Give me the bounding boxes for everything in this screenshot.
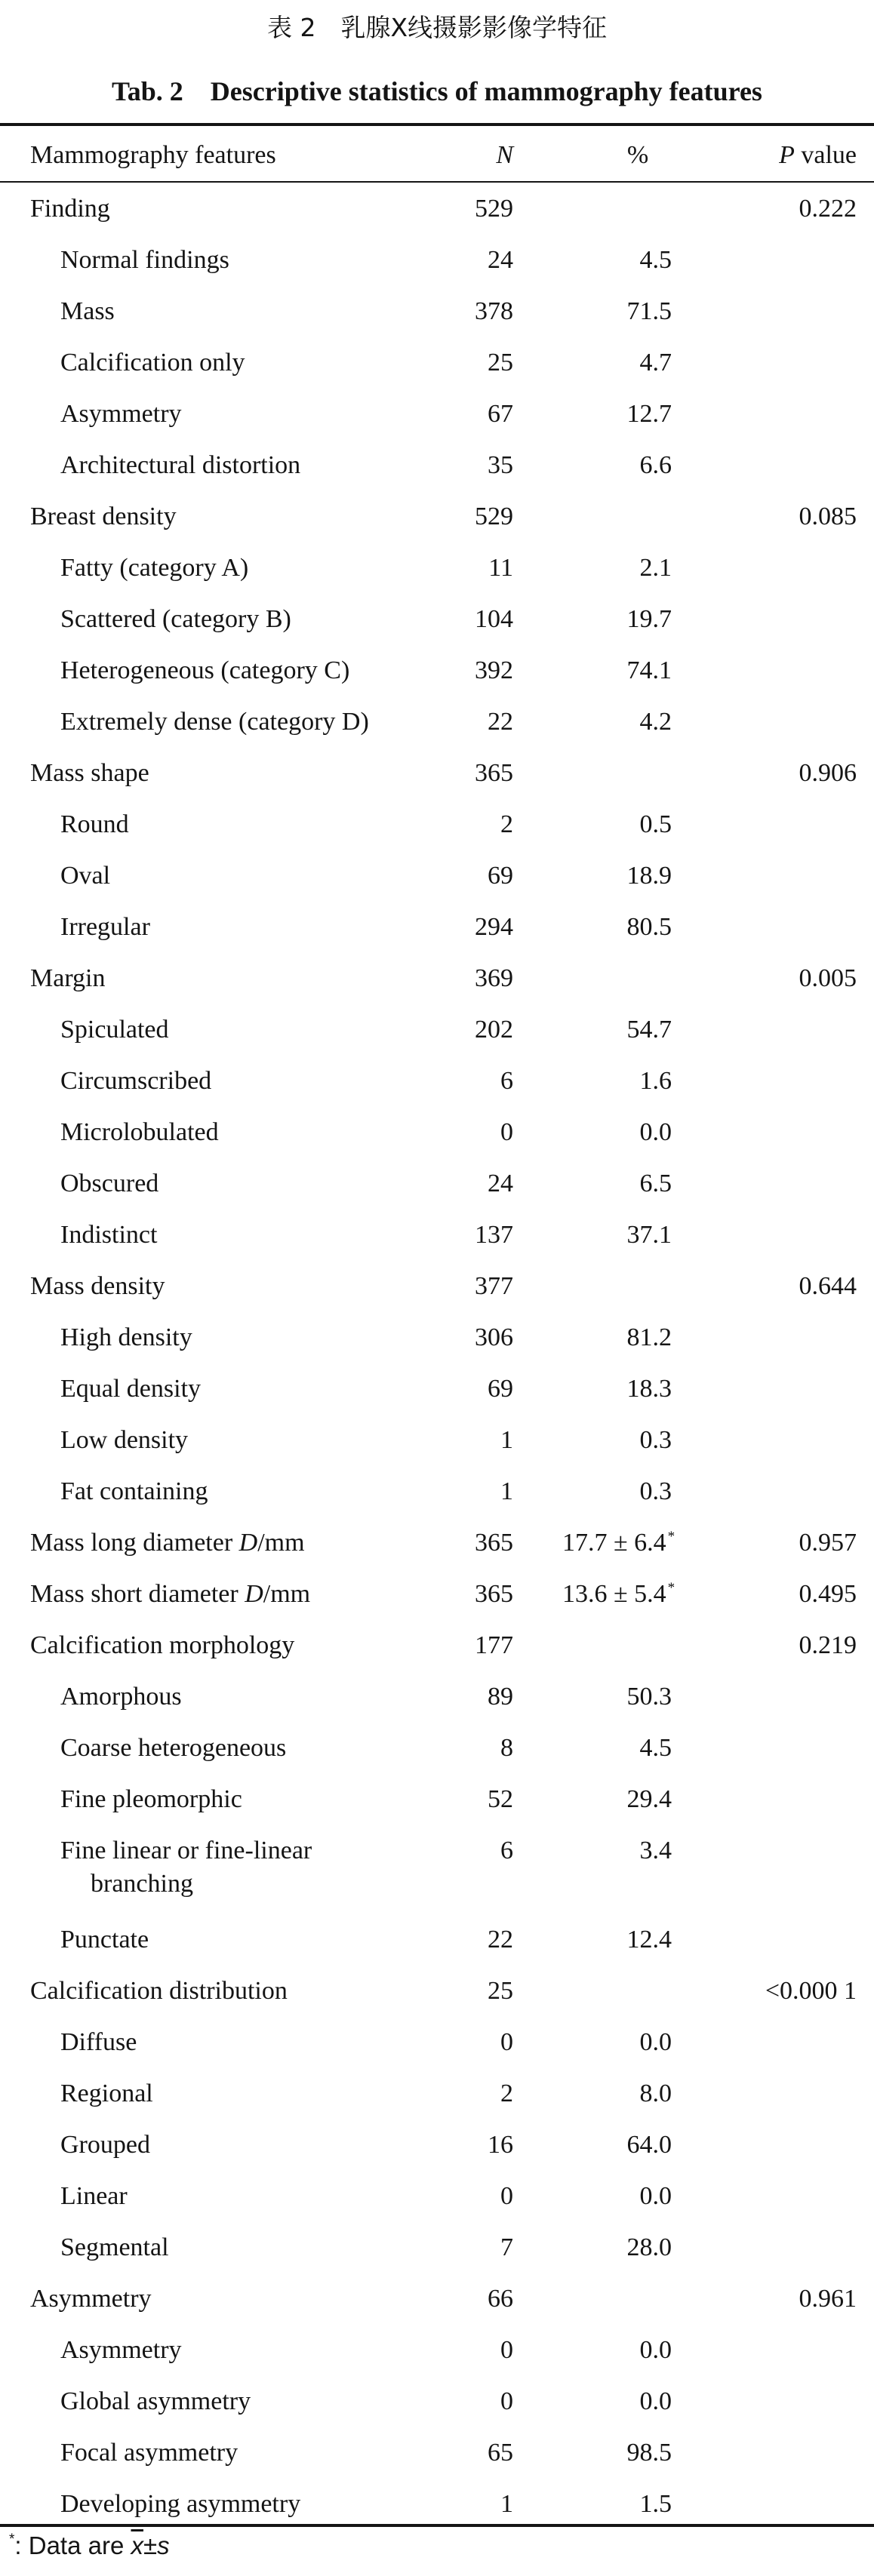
percent-value xyxy=(562,1569,676,1620)
table-row xyxy=(0,1671,874,1723)
n-value: 52 xyxy=(488,1785,513,1813)
table-row xyxy=(0,1312,874,1363)
n-value: 1 xyxy=(500,1426,513,1454)
percent-value xyxy=(562,1517,676,1569)
label-unit: /mm xyxy=(257,1529,305,1557)
p-value xyxy=(709,2120,857,2171)
percent-value: 0.3 xyxy=(639,1426,672,1454)
p-value xyxy=(709,1671,857,1723)
feature-label: Margin xyxy=(30,964,106,992)
feature-label: Focal asymmetry xyxy=(60,2439,239,2467)
p-value xyxy=(709,543,857,594)
table-row xyxy=(0,1620,874,1671)
percent-value: 19.7 xyxy=(626,605,672,633)
p-value xyxy=(709,2068,857,2120)
feature-label: Fat containing xyxy=(60,1477,208,1505)
feature-label xyxy=(60,1834,312,1901)
header-p-value xyxy=(725,130,857,181)
p-value xyxy=(709,645,857,696)
percent-value: 29.4 xyxy=(626,1785,672,1813)
feature-label xyxy=(30,1569,310,1620)
n-value: 35 xyxy=(488,451,513,479)
table-row xyxy=(0,2222,874,2273)
n-value: 11 xyxy=(488,554,513,582)
p-value xyxy=(709,1723,857,1774)
feature-label: Calcification morphology xyxy=(30,1631,295,1659)
feature-label: Calcification only xyxy=(60,349,245,377)
table-row xyxy=(0,1466,874,1517)
table-row xyxy=(0,2325,874,2376)
table-row xyxy=(0,2171,874,2222)
p-value xyxy=(709,1363,857,1415)
footnote-text: : Data are xyxy=(14,2531,131,2559)
top-rule xyxy=(0,123,874,126)
p-value xyxy=(709,2171,857,2222)
feature-label: Coarse heterogeneous xyxy=(60,1734,287,1762)
percent-value xyxy=(562,953,672,1004)
mean-symbol: $\overline{x}$ xyxy=(131,2531,143,2559)
table-title-english: Tab. 2 Descriptive statistics of mammography features xyxy=(112,76,762,106)
p-value: <0.000 1 xyxy=(765,1977,857,2005)
percent-value: 6.5 xyxy=(639,1170,672,1197)
table-row xyxy=(0,748,874,799)
n-value: 6 xyxy=(500,1067,513,1095)
feature-label: Spiculated xyxy=(60,1016,169,1044)
table-row xyxy=(0,235,874,286)
p-value xyxy=(709,1158,857,1210)
feature-label: Mass xyxy=(60,297,115,325)
n-value: 378 xyxy=(475,297,513,325)
table-row xyxy=(0,594,874,645)
table-row xyxy=(0,337,874,389)
feature-label: Asymmetry xyxy=(30,2285,152,2313)
header-p-symbol: P xyxy=(779,141,795,169)
percent-value xyxy=(562,1261,672,1312)
table-row xyxy=(0,2427,874,2479)
feature-label: Diffuse xyxy=(60,2028,137,2056)
p-value: 0.222 xyxy=(799,195,857,223)
feature-label: Calcification distribution xyxy=(30,1977,288,2005)
n-value: 0 xyxy=(500,2387,513,2415)
feature-label: Finding xyxy=(30,195,110,223)
percent-value: 0.0 xyxy=(639,2028,672,2056)
n-value: 0 xyxy=(500,2028,513,2056)
table-header-row xyxy=(0,130,874,181)
feature-label: Global asymmetry xyxy=(60,2387,251,2415)
p-value: 0.644 xyxy=(799,1272,857,1300)
table-row xyxy=(0,1056,874,1107)
p-value: 0.957 xyxy=(799,1529,857,1557)
n-value: 2 xyxy=(500,810,513,838)
percent-value: 4.2 xyxy=(639,708,672,736)
feature-label: Asymmetry xyxy=(60,2336,182,2364)
feature-label: Obscured xyxy=(60,1170,159,1197)
p-value: 0.219 xyxy=(799,1631,857,1659)
n-value: 177 xyxy=(475,1631,513,1659)
n-value: 2 xyxy=(500,2080,513,2107)
percent-value: 28.0 xyxy=(626,2233,672,2261)
feature-label: Regional xyxy=(60,2080,153,2107)
percent-value: 6.6 xyxy=(639,451,672,479)
percent-value: 0.5 xyxy=(639,810,672,838)
feature-label: Microlobulated xyxy=(60,1118,219,1146)
percent-value: 4.5 xyxy=(639,1734,672,1762)
mean-sd-value: 13.6 ± 5.4 xyxy=(562,1580,666,1608)
feature-label xyxy=(30,1517,305,1569)
table-row xyxy=(0,1158,874,1210)
percent-value: 0.3 xyxy=(639,1477,672,1505)
n-value: 16 xyxy=(488,2131,513,2159)
table-row xyxy=(0,850,874,902)
feature-label: Asymmetry xyxy=(60,400,182,428)
feature-label: Mass density xyxy=(30,1272,165,1300)
n-value: 22 xyxy=(488,708,513,736)
feature-label: Low density xyxy=(60,1426,189,1454)
feature-label: Punctate xyxy=(60,1926,149,1954)
feature-label: Breast density xyxy=(30,503,177,530)
table-row xyxy=(0,1569,874,1620)
p-value xyxy=(709,2222,857,2273)
percent-value: 0.0 xyxy=(639,2336,672,2364)
table-row xyxy=(0,1363,874,1415)
label-variable: D xyxy=(245,1580,263,1608)
footnote-marker: * xyxy=(667,1529,676,1545)
p-value xyxy=(709,1415,857,1466)
percent-value: 0.0 xyxy=(639,1118,672,1146)
feature-label: Developing asymmetry xyxy=(60,2490,301,2518)
feature-label: Round xyxy=(60,810,129,838)
feature-label: Equal density xyxy=(60,1375,202,1403)
label-unit: /mm xyxy=(263,1580,311,1608)
feature-label: Mass shape xyxy=(30,759,149,787)
table-row xyxy=(0,645,874,696)
n-value: 294 xyxy=(475,913,513,941)
footnote-marker: * xyxy=(9,2531,15,2547)
feature-label: Normal findings xyxy=(60,246,229,274)
n-value: 1 xyxy=(500,1477,513,1505)
n-value: 0 xyxy=(500,1118,513,1146)
p-value xyxy=(709,594,857,645)
n-value: 22 xyxy=(488,1926,513,1954)
mean-sd-value: 17.7 ± 6.4 xyxy=(562,1529,666,1557)
percent-value: 0.0 xyxy=(639,2182,672,2210)
table-row xyxy=(0,1723,874,1774)
label-variable: D xyxy=(239,1529,258,1557)
feature-label: Fatty (category A) xyxy=(60,554,249,582)
table-row xyxy=(0,491,874,543)
p-value xyxy=(709,902,857,953)
percent-value: 98.5 xyxy=(626,2439,672,2467)
percent-value: 81.2 xyxy=(626,1323,672,1351)
percent-value: 50.3 xyxy=(626,1683,672,1711)
n-value: 7 xyxy=(500,2233,513,2261)
percent-value: 18.9 xyxy=(626,862,672,890)
percent-value: 12.7 xyxy=(626,400,672,428)
percent-value xyxy=(562,1620,672,1671)
p-value xyxy=(709,1210,857,1261)
header-p-suffix: value xyxy=(794,141,857,169)
p-value xyxy=(709,235,857,286)
table-row xyxy=(0,1914,874,1966)
n-value: 66 xyxy=(488,2285,513,2313)
n-value: 24 xyxy=(488,246,513,274)
n-value: 0 xyxy=(500,2336,513,2364)
p-value xyxy=(709,2479,857,2530)
n-value: 24 xyxy=(488,1170,513,1197)
n-value: 1 xyxy=(500,2490,513,2518)
percent-value: 8.0 xyxy=(639,2080,672,2107)
percent-value: 0.0 xyxy=(639,2387,672,2415)
table-row xyxy=(0,1107,874,1158)
n-value: 8 xyxy=(500,1734,513,1762)
bottom-rule xyxy=(0,2524,874,2527)
p-value: 0.495 xyxy=(799,1580,857,1608)
table-row xyxy=(0,286,874,337)
p-value xyxy=(709,1056,857,1107)
table-row xyxy=(0,799,874,850)
feature-label: Architectural distortion xyxy=(60,451,301,479)
p-value xyxy=(709,1312,857,1363)
table-row xyxy=(0,1517,874,1569)
n-value: 69 xyxy=(488,862,513,890)
table-row xyxy=(0,2273,874,2325)
n-value: 89 xyxy=(488,1683,513,1711)
n-value: 69 xyxy=(488,1375,513,1403)
header-feature: Mammography features xyxy=(30,141,276,169)
feature-label: Amorphous xyxy=(60,1683,182,1711)
header-rule xyxy=(0,181,874,183)
table-row xyxy=(0,2017,874,2068)
p-value xyxy=(709,2325,857,2376)
header-n: N xyxy=(496,141,513,169)
table-row xyxy=(0,1825,874,1913)
feature-label: High density xyxy=(60,1323,192,1351)
table-row xyxy=(0,1415,874,1466)
p-value: 0.906 xyxy=(799,759,857,787)
feature-label: Irregular xyxy=(60,913,150,941)
percent-value: 4.5 xyxy=(639,246,672,274)
n-value: 377 xyxy=(475,1272,513,1300)
percent-value: 1.5 xyxy=(639,2490,672,2518)
p-value xyxy=(709,850,857,902)
n-value: 529 xyxy=(475,195,513,223)
percent-value: 4.7 xyxy=(639,349,672,377)
n-value: 202 xyxy=(475,1016,513,1044)
label-text: Mass short diameter xyxy=(30,1580,245,1608)
n-value: 0 xyxy=(500,2182,513,2210)
p-value xyxy=(709,2427,857,2479)
feature-label: Grouped xyxy=(60,2131,150,2159)
feature-label: Segmental xyxy=(60,2233,169,2261)
n-value: 392 xyxy=(475,656,513,684)
table-row xyxy=(0,543,874,594)
table-row xyxy=(0,2376,874,2427)
p-value xyxy=(709,799,857,850)
percent-value: 12.4 xyxy=(626,1926,672,1954)
p-value: 0.961 xyxy=(799,2285,857,2313)
table-row xyxy=(0,953,874,1004)
feature-label: Extremely dense (category D) xyxy=(60,708,369,736)
percent-value xyxy=(562,183,672,235)
table-row xyxy=(0,2479,874,2530)
p-value xyxy=(709,1466,857,1517)
label-text: Mass long diameter xyxy=(30,1529,239,1557)
table-row xyxy=(0,1966,874,2017)
n-value: 6 xyxy=(500,1837,513,1864)
p-value xyxy=(709,1004,857,1056)
table-footnote xyxy=(9,2529,170,2567)
n-value: 369 xyxy=(475,964,513,992)
p-value: 0.085 xyxy=(799,503,857,530)
n-value: 365 xyxy=(475,759,513,787)
p-value xyxy=(709,1825,857,1877)
label-line-1: Fine linear or fine-linear xyxy=(60,1837,312,1864)
p-value xyxy=(709,1914,857,1966)
p-value xyxy=(709,286,857,337)
plus-minus-symbol: ± xyxy=(143,2531,158,2559)
table-title-chinese: 表 2 乳腺X线摄影影像学特征 xyxy=(266,13,608,42)
n-value: 104 xyxy=(475,605,513,633)
p-value xyxy=(709,696,857,748)
sd-symbol: s xyxy=(157,2531,170,2559)
n-value: 529 xyxy=(475,503,513,530)
feature-label: Circumscribed xyxy=(60,1067,212,1095)
percent-value xyxy=(562,748,672,799)
p-value xyxy=(709,389,857,440)
footnote-marker: * xyxy=(667,1580,676,1596)
percent-value: 64.0 xyxy=(626,2131,672,2159)
n-value: 25 xyxy=(488,1977,513,2005)
n-value: 65 xyxy=(488,2439,513,2467)
p-value: 0.005 xyxy=(799,964,857,992)
n-value: 25 xyxy=(488,349,513,377)
table-row xyxy=(0,696,874,748)
feature-label: Fine pleomorphic xyxy=(60,1785,242,1813)
table-row xyxy=(0,1774,874,1825)
p-value xyxy=(709,1107,857,1158)
percent-value: 2.1 xyxy=(639,554,672,582)
p-value xyxy=(709,440,857,491)
table-row xyxy=(0,389,874,440)
n-value: 306 xyxy=(475,1323,513,1351)
n-value: 365 xyxy=(475,1529,513,1557)
table-row xyxy=(0,440,874,491)
n-value: 67 xyxy=(488,400,513,428)
percent-value: 74.1 xyxy=(626,656,672,684)
table-row xyxy=(0,1004,874,1056)
p-value xyxy=(709,2376,857,2427)
table-row xyxy=(0,2068,874,2120)
feature-label: Indistinct xyxy=(60,1221,158,1249)
p-value xyxy=(709,2017,857,2068)
table-row xyxy=(0,2120,874,2171)
percent-value: 71.5 xyxy=(626,297,672,325)
percent-value: 1.6 xyxy=(639,1067,672,1095)
header-percent: % xyxy=(626,141,649,169)
n-value: 365 xyxy=(475,1580,513,1608)
feature-label: Heterogeneous (category C) xyxy=(60,656,350,684)
n-value: 137 xyxy=(475,1221,513,1249)
percent-value: 18.3 xyxy=(626,1375,672,1403)
feature-label: Linear xyxy=(60,2182,128,2210)
percent-value xyxy=(562,1966,672,2017)
p-value xyxy=(709,1774,857,1825)
percent-value xyxy=(562,2273,672,2325)
percent-value xyxy=(562,491,672,543)
percent-value: 54.7 xyxy=(626,1016,672,1044)
table-row xyxy=(0,1261,874,1312)
table-row xyxy=(0,902,874,953)
percent-value: 3.4 xyxy=(639,1837,672,1864)
table-row xyxy=(0,183,874,235)
label-line-2: branching xyxy=(91,1870,193,1898)
p-value xyxy=(709,337,857,389)
table-row xyxy=(0,1210,874,1261)
percent-value: 37.1 xyxy=(626,1221,672,1249)
feature-label: Oval xyxy=(60,862,111,890)
feature-label: Scattered (category B) xyxy=(60,605,291,633)
percent-value: 80.5 xyxy=(626,913,672,941)
